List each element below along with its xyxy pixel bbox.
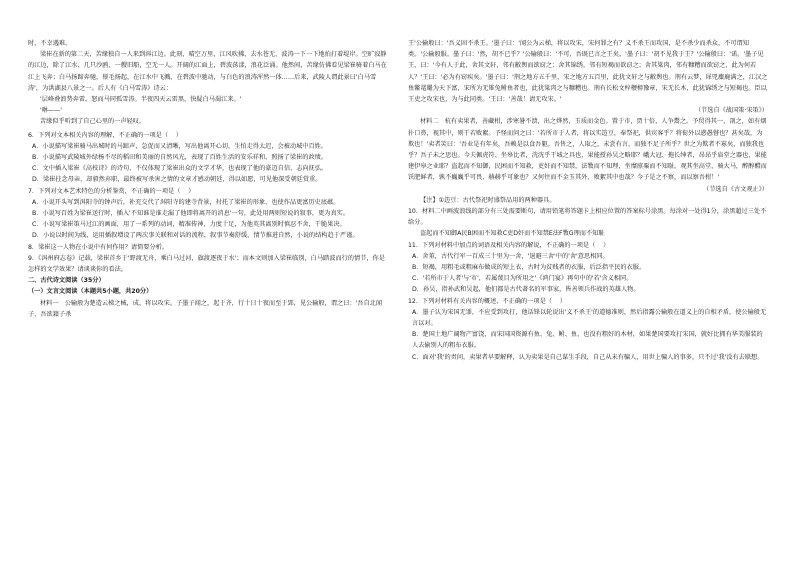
material-2: 材料二 杭有卖果者，善藏柑，涉寒暑不溃，出之烨然，玉质而金色。置于市，贾十倍，人争鬻之。予贸得其一，剖之，如有烟扑口鼻，视其中，则干若败絮。予怪而问之曰：'若所市于人者，将以实笾豆，奉祭祀，供宾客乎？将衒外以惑愚瞽也？甚矣哉，为欺也！'卖者笑曰：'吾业是有年矣，吾赖是以食吾躯。吾售之，人取之，未尝有言，而独不足子所乎？世之为欺者不寡矣，而独我也乎？吾子未之思也。今夫佩虎符、坐皋比者，洸洸乎干城之具也，果能授孙吴之略耶？峨大冠、拖长绅者，昂昂乎庙堂之器也，果能建伊皋之业耶？盗起而不知御，民困而不知救，吏奸而不知禁，法斁而不知理，坐糜廪粟而不知耻。观其坐高堂，骑大马，醉醇醴而饫肥鲜者，孰不巍巍乎可畏，赫赫乎可象也？又何往而不金玉其外、败絮其中也哉？今子是之不察，而以察吾柑！' [408, 118, 767, 182]
section-heading: 二、古代诗文阅读（35分） [28, 277, 105, 285]
story-text: 苦缘似乎听到了自己心里的一声轻叹。 [40, 118, 146, 126]
question-9: 9．《洱州府志卷》记载，梁崔首乡于'野渡无舟，乘白马过河，旗渡逐夜于水'；而本文则加入梁崔临别，白马踏波而行的情节，你是怎样的文学效果？请谈谈你的看法。 [28, 254, 385, 274]
question-7: 7．下列对文本艺术特色的分析鉴赏，不正确的一项是（ ） [28, 187, 195, 195]
question-12: 12．下列对材料有关内容的概述，不正确的一项是（ ） [408, 297, 567, 305]
option-b: B．小说描写武陵城外绿杨不尽的稻田和美丽的自然风光，表现了百姓生活的安乐祥和，照扬了梁崔的政绩。 [32, 154, 328, 162]
poem-text: '层峰叠浪势奔雷，怒而马同孤雪涛。半夜四天云雷黑，快疑白马渴江来。' [40, 96, 242, 104]
right-column [408, 38, 768, 363]
option-c: C．面对'我'的责问，卖果者早要解释，认为卖果是自己谋生手段，自己从未有骗人，用世上骗人的事多，只不过'我'没有去联想。 [412, 353, 764, 361]
question-11: 11．下列对材料中加点的词语及相关内容的解说，不正确的一项是（ ） [408, 241, 610, 249]
option-a: A．墨子认为宋国无罪，不应受到攻打，他话锋以轮说出'义不杀王'的道德准则，然后指露公输般在道义上的自相矛盾，使公输般无言以对。 [412, 308, 767, 328]
story-text: '咻——' [40, 107, 62, 115]
option-c: C．'若所市于人者'与'市'，若属蔑目为所用之'《鸿门宴》再句中的'若'含义相同。 [412, 275, 633, 283]
material-1: 材料一 公输般为楚造云梯之械，成，将以攻宋。子墨子闻之，起于齐，行十日十夜而至于郢，见公输般，谓之曰：'吾自北闻子，吾欲籍子杀 [28, 299, 383, 318]
material-1-cont: 王'公输般曰：'吾义固不杀王。'墨子曰：'闻公为云梯，将以攻宋，宋何罪之有？义不杀王而攻国，是不杀少而杀众，不可谓知类。'公输般服。墨子曰：'然，胡不已乎？'公输般曰：'不可，吾既已言之王矣。'墨子曰：'胡不见我于王？'公输般曰：'诺。'墨子见王，曰：'今有人于此，舍其文轩，邻有敝舆而欲窃之；舍其锦绣，邻有短褐而欲窃之；舍其粱肉，邻有糠糟而欲窃之，此为何若人？'王曰：'必为有窃疾矣。'墨子曰：'荆之地方五千里，宋之地方五百里，此犹文轩之与敝舆也。荆有云梦，犀兕麋鹿满之，江汉之鱼鳖鼋鼍为天下富，宋所为无雉兔鲋鱼者也，此犹粱肉之与糠糟也。荆有长松文梓楩枏豫章，宋无长木，此犹锦绣之与短褐也。臣以王吏之攻宋也，为与此同类。'王曰：'善哉！请无攻宋。' [408, 40, 768, 104]
option-a: A．小说开头写到洱阳寺的钟声后，补充交代了洱阳寺的建寺背景，衬托了梁崔的形象，也使作品更富历史底蕴。 [32, 198, 340, 206]
option-d: D．小说以时间为线，运用插叙增设了两次事关联和对话的流程，叙事节奏舒缓，情节推进自然，小说的结构趋于严谨。 [32, 232, 359, 240]
option-a: A．小说描写梁崔骑马出城时的马蹄声，急促而又清晰，写出他离开心切，生怕走得太迟，会被动城中百姓。 [32, 142, 328, 150]
question-6: 6．下列对文本相关内容的理解，不正确的一项是（ ） [28, 131, 183, 139]
option-d: D．梁崔拄念母亲，却毅然弃职，最终被写杀害之情的文章才感动朝廷，得以如愿，可见他深受朝廷赏重。 [32, 176, 322, 184]
question-8: 8．梁崔这一人物在小说中有何作用？请简要分析。 [28, 243, 169, 251]
left-column [28, 38, 388, 320]
source-citation: （节选自《古文观止》） [703, 185, 768, 193]
annotation-note: 【注】①笾豆：古代祭祀时盛祭品用的两种器具。 [420, 196, 556, 204]
option-b: B．小说写百姓为梁崔送行时，插入'不知谁是谁走漏了他即将离开的消息'一句，此处用两则短说的叙事，更为真实。 [32, 210, 350, 218]
story-text: 时，不幸遇难。 [28, 40, 72, 47]
option-c: C．小说写梁崔策马过江的画面，用了一系列的动词，精准传神，力度十足，为他英其离别时慎忍不舍，干脆果决。 [32, 221, 346, 229]
subsection-heading: （一）文言文阅读（本题共5小题，共20分） [28, 288, 153, 296]
question-10-sentence: 盗起而不知御A民B困而不知救C吏D奸而不知禁E法F斁G理而不知耻 [420, 230, 605, 238]
option-d: D．孙吴，指孙武和吴起，他们都是古代著名的军事家，皆善领兵作战的英雄人物。 [412, 286, 640, 294]
option-b: B．楚国土地广阔物产富饶，而宋国国资源有鱼、兔、鲋、鱼，也没有粗好的木材，如果楚国要攻打宋国，就好比拥有华美服装的人去偷别人的粗布衣服。 [412, 331, 763, 350]
option-c: C．文中插入梁崔《高枝诗》的诗句，不仅体现了梁崔出众的文学才华，也表现了他的豪迈自信、志向抚弘。 [32, 165, 328, 173]
source-citation: （节选自《战国策·宋策》） [694, 107, 768, 115]
question-10: 10．材料二中画波浪线的部分有三处需要断句，请用铅笔将答题卡上相应位置的答案标号涂黑。每涂对一处得1分，涂黑超过三处不给分。 [408, 208, 767, 227]
option-b: B．短褐，用粗毛或粗麻布做成的短上衣，古时为贫贱者的衣服，后泛指平民的衣服。 [412, 264, 646, 272]
option-a: A．舍董，古代行军一百成三十里为一舍，'退避三舍'中的'舍'意思相同。 [412, 252, 609, 260]
story-text: 梁崔在新的第二天，苦缘独自一人来到洱江边。此刻，晴空万里，江风吹拂，去水苍无，波涛一下一下地拍打着堤岸。空旷寂静的江边，除了江水、几只沙鸥、一艘旧船，空无一人。开阔的江面上，碧波荡漾，浪花泛涌。他然间，苦缘仿佛看见梁崔骑着白马在江上飞奔；白马扬蹄奔驰，鬃毛扬起，在江水中飞溅，在碧波中驰动，与白色的浪涛浑然一体……后来，武陵人谓此景曰'白马雪涛'，为洪湖县八景之一。后人有《白马雪涛》诗云： [28, 51, 387, 92]
